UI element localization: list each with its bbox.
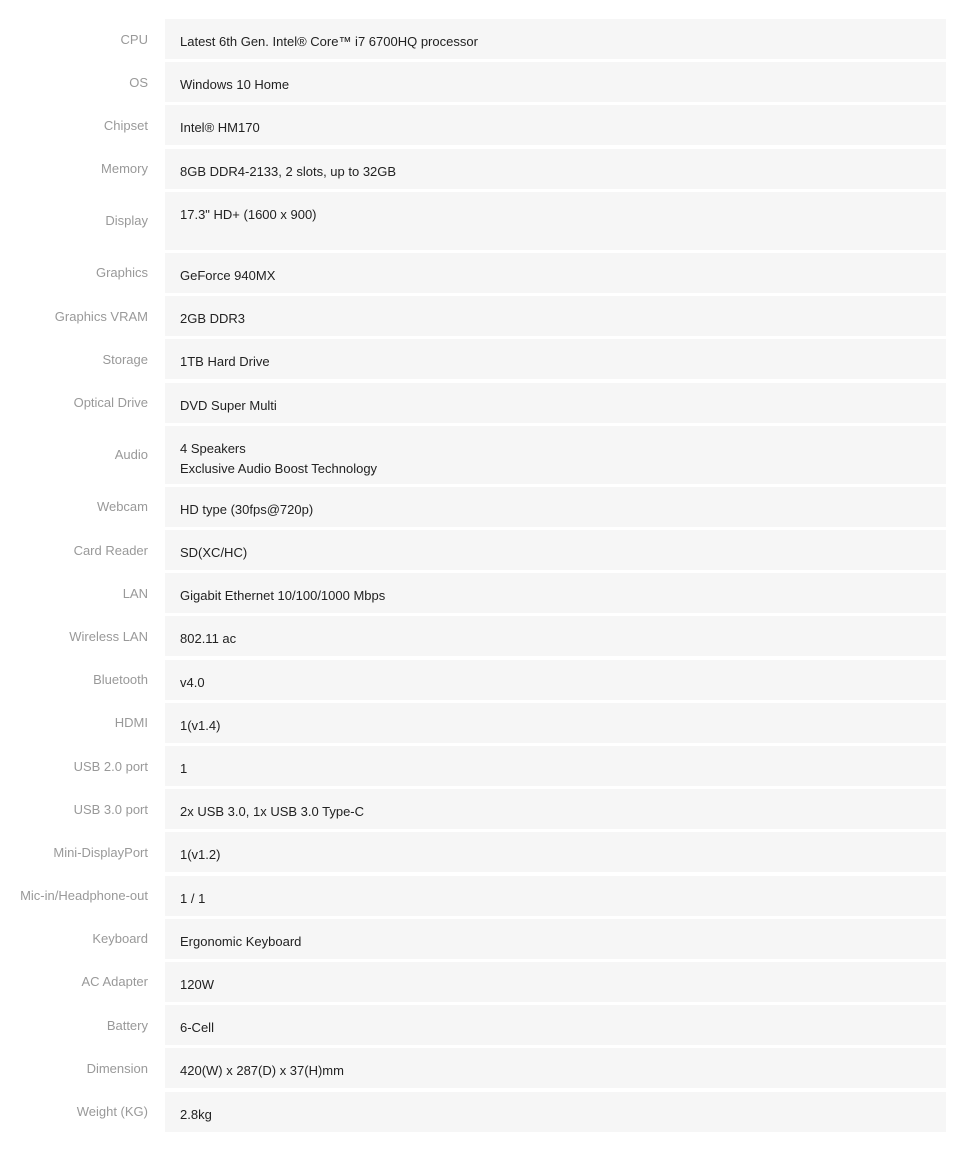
spec-value	[165, 573, 946, 613]
spec-value	[165, 62, 946, 102]
spec-row	[0, 383, 960, 423]
spec-label: OS	[129, 74, 148, 90]
spec-value	[165, 1048, 946, 1088]
spec-label: Graphics	[95, 265, 148, 281]
spec-value	[165, 339, 946, 379]
spec-label: Chipset	[103, 117, 148, 133]
spec-value-line: SD(XC/HC)	[180, 545, 248, 561]
spec-row	[0, 192, 960, 250]
spec-row	[0, 530, 960, 570]
spec-value-line: 6-Cell	[180, 1020, 214, 1036]
spec-value	[165, 1092, 946, 1132]
spec-value-line: Ergonomic Keyboard	[180, 933, 302, 949]
spec-value-line: Latest 6th Gen. Intel® Core™ i7 6700HQ processor	[180, 34, 478, 49]
spec-row	[0, 253, 960, 293]
spec-label: Storage	[102, 351, 148, 367]
spec-label: AC Adapter	[81, 974, 148, 990]
spec-row	[0, 149, 960, 189]
spec-value	[165, 789, 946, 829]
spec-row	[0, 1092, 960, 1132]
spec-value-line: 420(W) x 287(D) x 37(H)mm	[180, 1063, 344, 1079]
spec-row	[0, 919, 960, 959]
spec-value	[165, 832, 946, 872]
spec-label: HDMI	[114, 715, 148, 731]
spec-value-line: Intel® HM170	[180, 120, 260, 136]
spec-label: Optical Drive	[73, 395, 148, 410]
spec-value	[165, 703, 946, 743]
spec-label: Bluetooth	[93, 672, 148, 688]
spec-row	[0, 339, 960, 379]
spec-row	[0, 19, 960, 59]
spec-value	[165, 487, 946, 527]
spec-value-line: 2GB DDR3	[180, 311, 246, 327]
spec-label: Graphics VRAM	[54, 308, 148, 324]
spec-row	[0, 746, 960, 786]
spec-label: Memory	[101, 161, 148, 177]
spec-value	[165, 962, 946, 1002]
spec-value-line: 17.3" HD+ (1600 x 900)	[180, 206, 317, 222]
spec-label: Dimension	[86, 1060, 148, 1076]
spec-value-line: 1 / 1	[180, 890, 206, 906]
spec-value-line: DVD Super Multi	[180, 397, 277, 413]
spec-label: Keyboard	[92, 931, 148, 947]
spec-value-line: 802.11 ac	[180, 631, 237, 647]
spec-value	[165, 530, 946, 570]
spec-row	[0, 660, 960, 700]
spec-value	[165, 426, 946, 484]
spec-value	[165, 746, 946, 786]
spec-value-line: 1(v1.4)	[180, 717, 221, 733]
spec-row	[0, 105, 960, 145]
spec-row	[0, 1048, 960, 1088]
spec-value-line: GeForce 940MX	[180, 267, 276, 283]
spec-label: USB 3.0 port	[73, 801, 148, 817]
spec-row	[0, 1005, 960, 1045]
spec-table	[0, 19, 960, 1135]
spec-row	[0, 703, 960, 743]
spec-value	[165, 1005, 946, 1045]
spec-label: Display	[105, 213, 148, 229]
spec-value-line: v4.0	[180, 674, 205, 690]
spec-value-line: Gigabit Ethernet 10/100/1000 Mbps	[180, 588, 386, 604]
spec-label: Wireless LAN	[69, 628, 148, 644]
spec-value-line: 2.8kg	[180, 1106, 212, 1122]
spec-row	[0, 62, 960, 102]
spec-value-line: 2x USB 3.0, 1x USB 3.0 Type-C	[180, 804, 365, 820]
spec-row	[0, 616, 960, 656]
spec-value-line: 1(v1.2)	[180, 847, 221, 863]
spec-row	[0, 573, 960, 613]
spec-value-line: Exclusive Audio Boost Technology	[180, 460, 378, 476]
spec-value	[165, 660, 946, 700]
spec-row	[0, 296, 960, 336]
spec-value	[165, 19, 946, 59]
spec-row	[0, 426, 960, 484]
spec-value-line: 1	[180, 761, 188, 776]
spec-value	[165, 253, 946, 293]
spec-value	[165, 149, 946, 189]
spec-label: Mic-in/Headphone-out	[20, 888, 148, 904]
spec-value-line: Windows 10 Home	[180, 77, 290, 93]
spec-label: USB 2.0 port	[73, 758, 148, 774]
spec-label: LAN	[122, 585, 148, 601]
spec-value	[165, 383, 946, 423]
spec-label: CPU	[120, 31, 148, 47]
spec-value-line: 8GB DDR4-2133, 2 slots, up to 32GB	[180, 163, 397, 179]
spec-row	[0, 789, 960, 829]
spec-value	[165, 919, 946, 959]
spec-label: Card Reader	[73, 542, 148, 558]
spec-value-line: 4 Speakers	[180, 440, 246, 456]
spec-row	[0, 876, 960, 916]
spec-row	[0, 487, 960, 527]
spec-value	[165, 616, 946, 656]
spec-value-line: HD type (30fps@720p)	[180, 501, 314, 517]
spec-label: Webcam	[96, 499, 148, 515]
spec-label: Audio	[114, 447, 148, 463]
spec-value	[165, 105, 946, 145]
spec-row	[0, 962, 960, 1002]
spec-value-line: 1TB Hard Drive	[180, 354, 270, 370]
spec-value-line: 120W	[180, 976, 214, 992]
spec-row	[0, 832, 960, 872]
spec-value	[165, 876, 946, 916]
spec-label: Weight (KG)	[76, 1104, 148, 1119]
spec-label: Battery	[106, 1017, 148, 1033]
spec-label: Mini-DisplayPort	[53, 844, 148, 860]
spec-value	[165, 296, 946, 336]
spec-value	[165, 192, 946, 250]
